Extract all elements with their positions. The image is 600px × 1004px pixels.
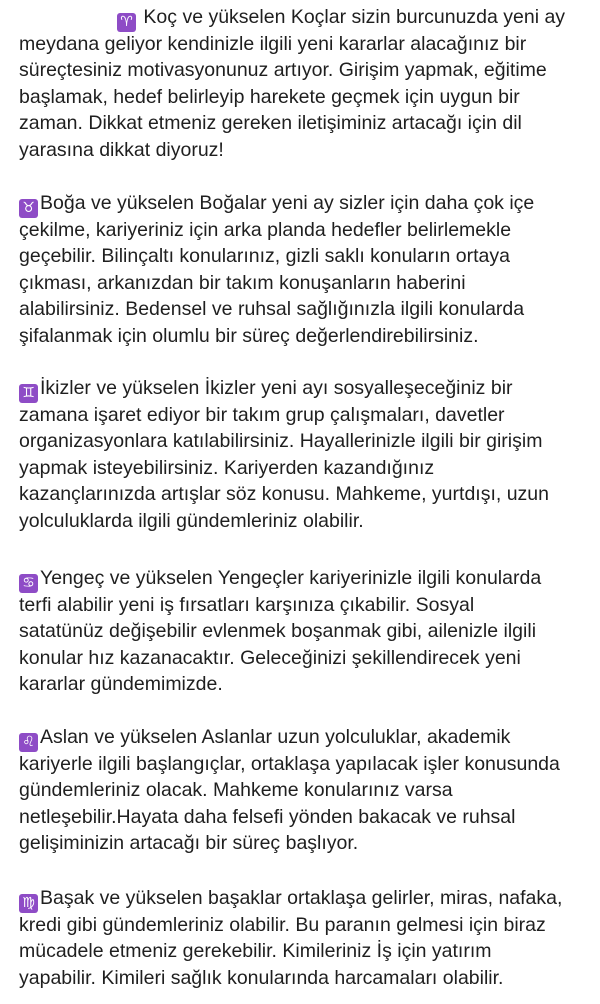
line-text: Aslan ve yükselen Aslanlar uzun yolculuklar, akademik <box>40 726 511 748</box>
text-line: satatünüz değişebilir evlenmek boşanmak gibi, ailenizle ilgili <box>19 620 537 642</box>
paragraph-virgo <box>19 885 562 991</box>
text-line: başlamak, hedef belirleyip harekete geçmek için uygun bir <box>19 85 520 108</box>
text-line: zaman. Dikkat etmeniz gereken iletişiminiz artacağı için dil <box>19 112 522 134</box>
text-line: netleşebilir.Hayata daha felsefi yönden bakacak ve ruhsal <box>19 805 516 828</box>
line-text: Başak ve yükselen başaklar ortaklaşa gelirler, miras, nafaka, <box>40 887 563 909</box>
text-line: alabilirsiniz. Bedensel ve ruhsal sağlığınızla ilgili konularda <box>19 298 525 320</box>
text-line <box>19 724 560 751</box>
line-text: Koç ve yükselen Koçlar sizin burcunuzda yeni ay <box>143 6 566 28</box>
text-line <box>19 565 541 592</box>
text-line: çıkması, arkanızdan bir takım konuşanların haberini <box>19 271 466 294</box>
gemini-icon: ♊ <box>19 384 38 403</box>
aries-icon: ♈ <box>117 13 136 32</box>
text-line <box>19 885 562 912</box>
text-line <box>19 190 534 217</box>
text-line: konular hız kazanacaktır. Geleceğinizi şekillendirecek yeni <box>19 646 521 669</box>
text-line: kredi gibi gündemleriniz olabilir. Bu paranın gelmesi için biraz <box>19 913 546 936</box>
paragraph-gemini <box>19 375 549 534</box>
paragraph-taurus <box>19 190 534 349</box>
text-line: zamana işaret ediyor bir takım grup çalışmaları, davetler <box>19 403 505 426</box>
line-text: Boğa ve yükselen Boğalar yeni ay sizler için daha çok içe <box>40 192 535 214</box>
text-line: organizasyonlara katılabilirsiniz. Hayallerinizle ilgili bir girişim <box>19 430 543 452</box>
text-line: yapabilir. Kimileri sağlık konularında harcamaları olabilir. <box>19 966 504 989</box>
text-line: yarasına dikkat diyoruz! <box>19 138 224 161</box>
text-line: meydana geliyor kendinizle ilgili yeni kararlar alacağınız bir <box>19 32 527 55</box>
virgo-icon: ♍ <box>19 894 38 913</box>
text-line: terfi alabilir yeni iş fırsatları karşınıza çıkabilir. Sosyal <box>19 593 475 616</box>
text-line: gündemleriniz olacak. Mahkeme konularınız varsa <box>19 779 453 801</box>
leo-icon: ♌ <box>19 733 38 752</box>
text-line: yapmak isteyebilirsiniz. Kariyerden kazandığınız <box>19 456 435 479</box>
cancer-icon: ♋ <box>19 574 38 593</box>
paragraph-aries <box>19 4 565 163</box>
text-line: çekilme, kariyeriniz için arka planda hedefler belirlemekle <box>19 218 512 241</box>
text-line: geçebilir. Bilinçaltı konularınız, gizli saklı konuların ortaya <box>19 245 510 267</box>
line-text: İkizler ve yükselen İkizler yeni ayı sosyalleşeceğiniz bir <box>40 377 513 399</box>
text-line: mücadele etmeniz gerekebilir. Kimileriniz İş için yatırım <box>19 940 492 962</box>
taurus-icon: ♉ <box>19 199 38 218</box>
text-line: gelişiminizin artacağı bir süreç başlıyor. <box>19 832 359 854</box>
text-line: süreçtesiniz motivasyonunuz artıyor. Girişim yapmak, eğitime <box>19 59 547 81</box>
text-line <box>19 4 565 31</box>
text-line: kariyerle ilgili başlangıçlar, ortaklaşa yapılacak işler konusunda <box>19 752 560 775</box>
text-line: kazançlarınızda artışlar söz konusu. Mahkeme, yurtdışı, uzun <box>19 483 549 505</box>
text-line <box>19 375 549 402</box>
paragraph-leo <box>19 724 560 857</box>
text-line: şifalanmak için olumlu bir süreç değerlendirebilirsiniz. <box>19 324 479 347</box>
line-text: Yengeç ve yükselen Yengeçler kariyerinizle ilgili konularda <box>40 567 542 589</box>
paragraph-cancer <box>19 565 541 698</box>
text-line: kararlar gündemimizde. <box>19 673 223 695</box>
text-line: yolculuklarda ilgili gündemleriniz olabilir. <box>19 509 364 532</box>
